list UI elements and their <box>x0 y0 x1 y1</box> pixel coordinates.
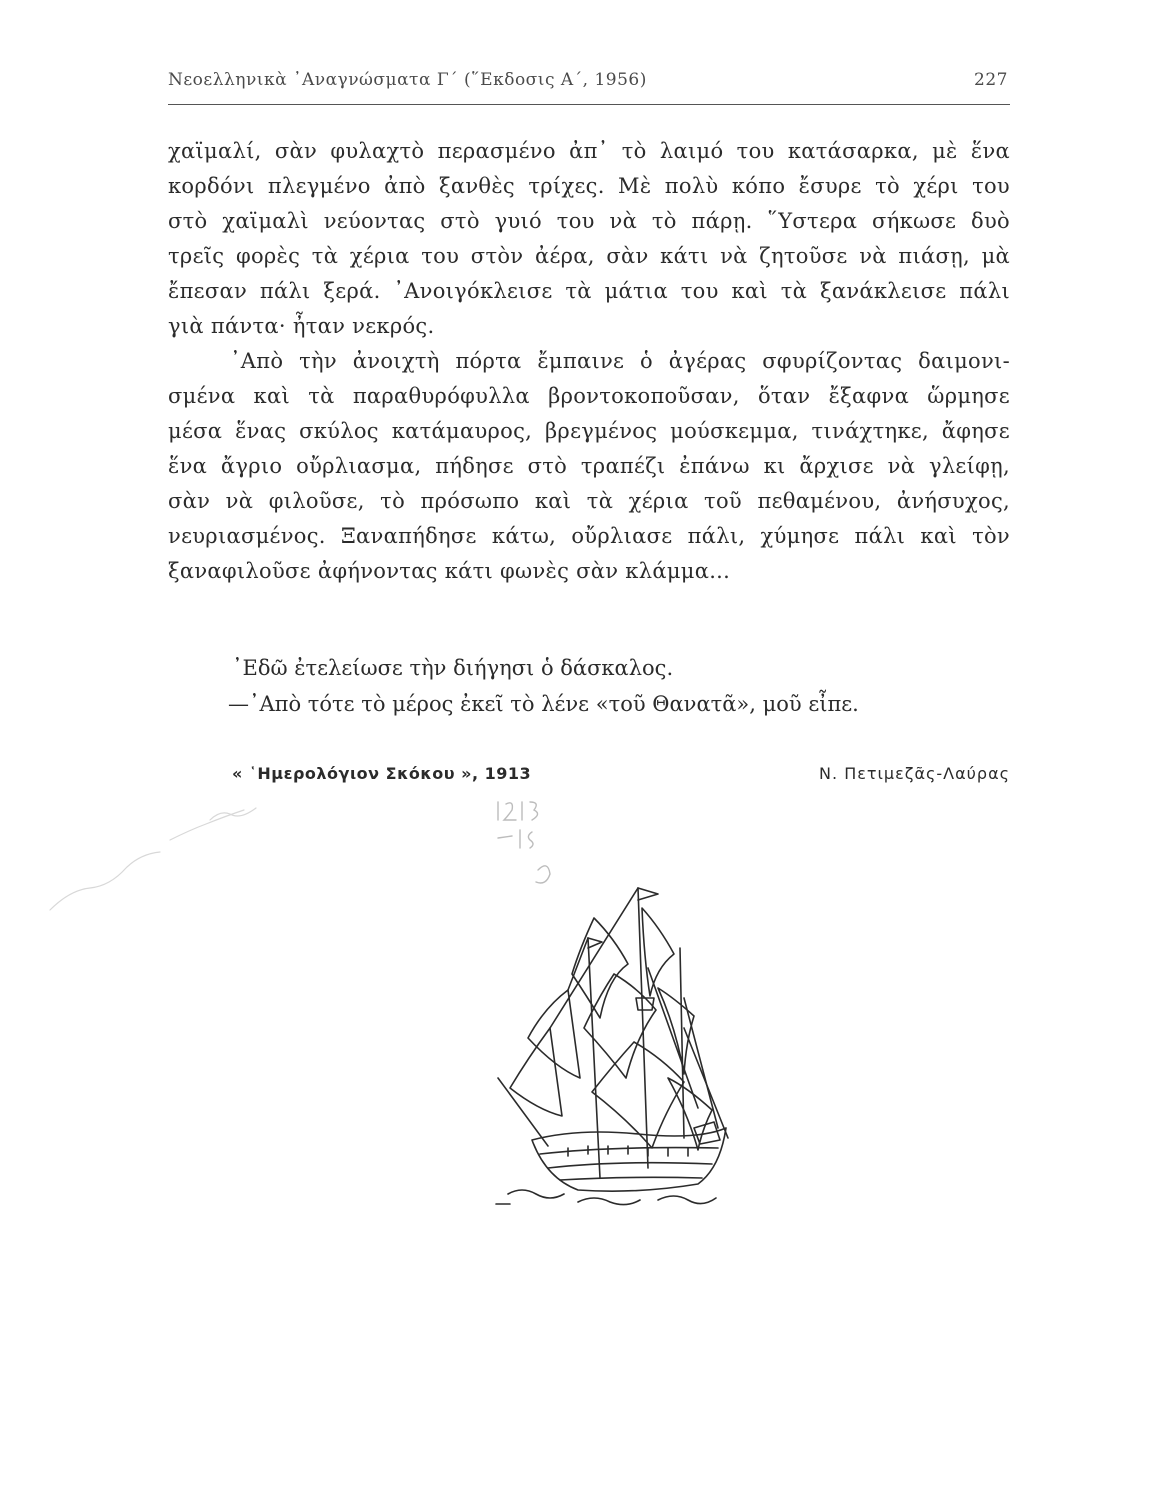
text-line: τρεῖς φορὲς τὰ χέρια του στὸν ἀέρα, σὰν κάτι νὰ ζητοῦσε νὰ πιάσῃ, μὰ <box>168 244 1010 268</box>
text-line: κορδόνι πλεγμένο ἀπὸ ξανθὲς τρίχες. Μὲ πολὺ κόπο ἔσυρε τὸ χέρι του <box>168 174 1010 198</box>
text-line: γιὰ πάντα· ἦταν νεκρός. <box>168 314 435 338</box>
text-line: νευριασμένος. Ξαναπήδησε κάτω, οὔρλιασε πάλι, χύμησε πάλι καὶ τὸν <box>168 524 1010 548</box>
text-line: ᾿Απὸ τὴν ἀνοιχτὴ πόρτα ἔμπαινε ὁ ἀγέρας σφυρίζοντας δαιμονι- <box>230 349 1010 373</box>
page-number: 227 <box>974 70 1008 90</box>
text-line: σμένα καὶ τὰ παραθυρόφυλλα βροντοκοποῦσαν, ὅταν ἔξαφνα ὥρμησε <box>168 384 1010 408</box>
text-line: χαϊμαλί, σὰν φυλαχτὸ περασμένο ἀπ᾿ τὸ λαιμό του κατάσαρκα, μὲ ἕνα <box>168 139 1010 163</box>
attribution <box>232 760 1010 790</box>
text-line: σὰν νὰ φιλοῦσε, τὸ πρόσωπο καὶ τὰ χέρια τοῦ πεθαμένου, ἀνήσυχος, <box>168 489 1010 513</box>
running-header <box>168 66 1008 100</box>
text-line: μέσα ἕνας σκύλος κατάμαυρος, βρεγμένος μούσκεμμα, τινάχτηκε, ἄφησε <box>168 419 1010 443</box>
closing-line: ᾿Εδῶ ἐτελείωσε τὴν διήγησι ὁ δάσκαλος. <box>232 656 674 680</box>
sailing-ship-icon <box>488 878 750 1218</box>
source-citation: « ῾Ημερολόγιον Σκόκου », 1913 <box>232 764 532 783</box>
header-rule <box>168 104 1010 105</box>
running-title: Νεοελληνικὰ ᾿Αναγνώσματα Γ΄ (῞Εκδοσις Α΄, 1956) <box>168 70 647 90</box>
author-name: Ν. Πετιμεζᾶς-Λαύρας <box>819 764 1010 783</box>
closing-dialogue-line: —᾿Απὸ τότε τὸ μέρος ἐκεῖ τὸ λένε «τοῦ Θανατᾶ», μοῦ εἶπε. <box>228 692 859 716</box>
ghost-handwriting-icon <box>30 780 290 920</box>
body-text <box>168 134 1010 589</box>
closing-lines <box>228 650 1012 722</box>
text-line: ἕνα ἄγριο οὔρλιασμα, πήδησε στὸ τραπέζι ἐπάνω κι ἄρχισε νὰ γλείφῃ, <box>168 454 1010 478</box>
text-line: ἔπεσαν πάλι ξερά. ᾿Ανοιγόκλεισε τὰ μάτια του καὶ τὰ ξανάκλεισε πάλι <box>168 279 1010 303</box>
text-line: στὸ χαϊμαλὶ νεύοντας στὸ γυιό του νὰ τὸ πάρῃ. ῞Υστερα σήκωσε δυὸ <box>168 209 1010 233</box>
text-line: ξαναφιλοῦσε ἀφήνοντας κάτι φωνὲς σὰν κλάμμα... <box>168 559 731 583</box>
